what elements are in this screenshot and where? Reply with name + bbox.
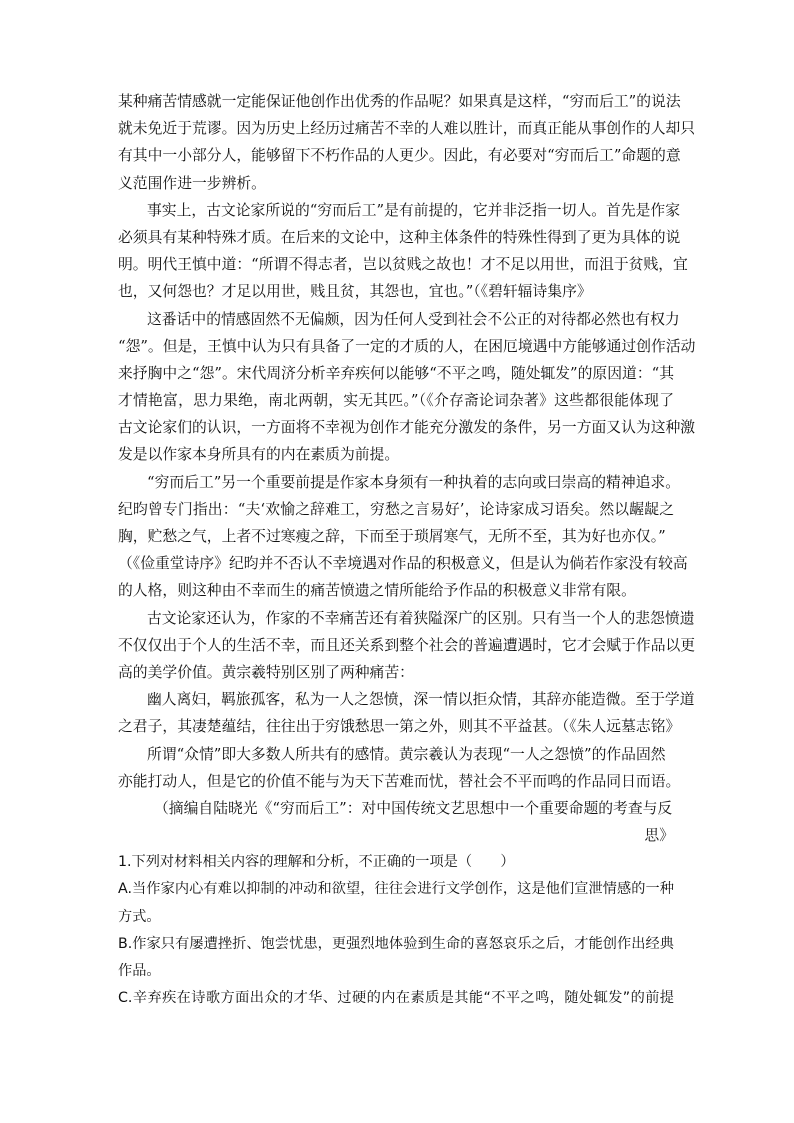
paragraph-line: 这番话中的情感固然不无偏颇，因为任何人受到社会不公正的对待都必然也有权力 [147,310,680,328]
source-citation: （摘编自陆晓光《“穷而后工”：对中国传统文艺思想中一个重要命题的考查与反 [154,799,673,817]
quotation-line: 之君子，其凄楚蕴结，往往出于穷饿愁思一第之外，则其不平益甚。（《朱人远墓志铭》 [118,718,681,736]
document-page [118,88,696,1012]
paragraph-line: 不仅仅出于个人的生活不幸，而且还关系到整个社会的普遍遭遇时，它才会赋于作品以更 [118,636,696,654]
paragraph-line: 明。明代王慎中道：“所谓不得志者，岂以贫贱之故也！才不足以用世，而沮于贫贱，宜 [118,256,688,274]
paragraph-line: 高的美学价值。黄宗羲特别区别了两种痛苦： [118,663,414,681]
option-c: C.辛弃疾在诗歌方面出众的才华、过硬的内在素质是其能“不平之鸣，随处辄发”的前提 [118,990,674,1007]
paragraph-line: 事实上，古文论家所说的“穷而后工”是有前提的，它并非泛指一切人。首先是作家 [147,201,681,219]
paragraph-line: 古文论家们的认识，一方面将不幸视为创作才能充分激发的条件，另一方面又认为这种激 [118,419,696,437]
question-stem: 1.下列对材料相关内容的理解和分析，不正确的一项是（ ） [118,854,515,871]
quotation-line: 幽人离妇，羁旅孤客，私为一人之怨愤，深一情以拒众情，其辞亦能造微。至于学道 [147,691,695,709]
option-b-continued: 作品。 [118,963,161,979]
paragraph-line: 也，又何怨也？才足以用世，贱且贫，其怨也，宜也。”（《碧轩辐诗集序》 [118,283,592,301]
option-a-continued: 方式。 [118,908,161,925]
paragraph-line: 义范围作进一步辨析。 [118,174,266,192]
paragraph-line: 纪昀曾专门指出：“夫‘欢愉之辞难工，穷愁之言易好’，论诗家成习语矣。然以龌龊之 [118,500,674,518]
paragraph-line: 必须具有某种特殊才质。在后来的文论中，这种主体条件的特殊性得到了更为具体的说 [118,228,681,246]
paragraph-line: （《俭重堂诗序》纪昀并不否认不幸境遇对作品的积极意义，但是认为倘若作家没有较高 [118,555,688,573]
paragraph-line: 古文论家还认为，作家的不幸痛苦还有着狭隘深广的区别。只有当一个人的悲怨愤遗 [147,609,695,627]
paragraph-line: “怨”。但是，王慎中认为只有具备了一定的才质的人，在困厄境遇中方能够通过创作活动 [118,337,696,355]
option-b: B.作家只有屡遭挫折、饱尝忧患，更强烈地体验到生命的喜怒哀乐之后，才能创作出经典 [118,935,674,952]
paragraph-line: 所谓“众情”即大多数人所共有的感情。黄宗羲认为表现“一人之怨愤”的作品固然 [147,745,666,763]
paragraph-line: 胸，贮愁之气，上者不过寒瘦之辞，下而至于琐屑寒气，无所不至，其为好也亦仅。” [118,528,666,545]
paragraph-line: 某种痛苦情感就一定能保证他创作出优秀的作品呢？如果真是这样，“穷而后工”的说法 [118,93,681,110]
paragraph-line: 来抒胸中之“怨”。宋代周济分析辛弃疾何以能够“不平之鸣，随处辄发”的原因道：“其 [118,364,674,382]
paragraph-line: 才情艳富，思力果绝，南北两朝，实无其匹。”（《介存斋论词杂著》这些都很能体现了 [118,392,674,410]
paragraph-line: 有其中一小部分人，能够留下不朽作品的人更少。因此，有必要对“穷而后工”命题的意 [118,147,681,165]
source-citation-end: 思》 [644,827,674,845]
paragraph-line: “穷而后工”另一个重要前提是作家本身须有一种执着的志向或曰崇高的精神追求。 [147,473,681,491]
paragraph-line: 就未免近于荒谬。因为历史上经历过痛苦不幸的人难以胜计，而真正能从事创作的人却只 [118,120,696,138]
paragraph-line: 的人格，则这种由不幸而生的痛苦愤遗之情所能给予作品的积极意义非常有限。 [118,582,636,600]
option-a: A.当作家内心有难以抑制的冲动和欲望，往往会进行文学创作，这是他们宣泄情感的一种 [118,881,674,898]
paragraph-line: 亦能打动人，但是它的价值不能与为天下苦难而忧，替社会不平而鸣的作品同日而语。 [118,772,681,790]
paragraph-line: 发是以作家本身所具有的内在素质为前提。 [118,446,400,464]
